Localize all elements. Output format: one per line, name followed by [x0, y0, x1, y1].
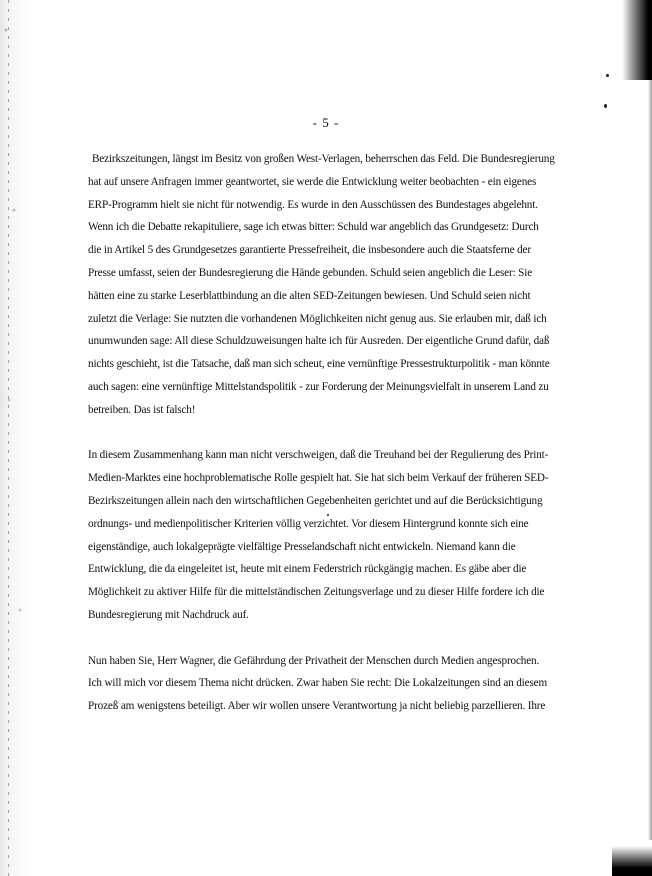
paragraph-2 — [88, 444, 566, 626]
text-line: Presse umfasst, seien der Bundesregierung die Hände gebunden. Schuld seien angeblich die Leser: Sie — [88, 266, 533, 279]
text-line: hätten eine zu starke Leserblattbindung an die alten SED-Zeitungen bewiesen. Und Schuld seien nicht — [88, 289, 531, 302]
text-line: hat auf unsere Anfragen immer geantwortet, sie werde die Entwicklung weiter beobachten - ein eigenes — [88, 175, 537, 188]
text-line: Entwicklung, die da eingeleitet ist, heute mit einem Federstrich rückgängig machen. Es gäbe aber die — [88, 563, 527, 576]
text-line: ordnungs- und medienpolitischer Kriterien völlig verzichtet. Vor diesem Hintergrund konnte sich eine — [88, 517, 529, 530]
text-line: Bezirkszeitungen, längst im Besitz von großen West-Verlagen, beherrschen das Feld. Die Bundesregierung — [92, 153, 555, 165]
scan-edge-left — [0, 0, 34, 876]
text-line: nichts geschieht, ist die Tatsache, daß man sich scheut, eine vernünftige Pressestrukturpolitik - man könnte — [88, 358, 550, 371]
scan-edge-right — [648, 80, 652, 840]
text-line: Wenn ich die Debatte rekapituliere, sage ich etwas bitter: Schuld war angeblich das Grundgesetz: Durch — [88, 221, 539, 234]
text-line: eigenständige, auch lokalgeprägte vielfältige Presselandschaft nicht entwickeln. Niemand kann die — [88, 540, 516, 553]
text-line: auch sagen: eine vernünftige Mittelstandspolitik - zur Forderung der Meinungsvielfalt in unserem Land zu — [88, 380, 549, 393]
text-line: Möglichkeit zu aktiver Hilfe für die mittelständischen Zeitungsverlage und zu dieser Hilfe fordere ich die — [88, 586, 545, 599]
text-line: Bundesregierung mit Nachdruck auf. — [88, 608, 249, 621]
text-line: Nun haben Sie, Herr Wagner, die Gefährdung der Privatheit der Menschen durch Medien angesprochen. — [88, 654, 540, 667]
text-line: unumwunden sage: All diese Schuldzuweisungen halte ich für Ausreden. Der eigentliche Grund dafür, daß — [88, 335, 550, 348]
scan-speck — [606, 74, 609, 77]
text-line: ERP-Programm hielt sie nicht für notwendig. Es wurde in den Ausschüssen des Bundestages abgelehnt. — [88, 198, 538, 211]
scan-speck — [604, 104, 607, 108]
paragraph-3 — [88, 650, 566, 718]
text-line: Prozeß am wenigstens beteiligt. Aber wir wollen unsere Verantwortung ja nicht beliebig parzellieren. Ihre — [88, 700, 546, 713]
document-body — [88, 148, 566, 718]
text-line: Bezirkszeitungen allein nach den wirtschaftlichen Gegebenheiten gerichtet und auf die Berücksichtigung — [88, 494, 543, 507]
page-number: - 5 - — [312, 115, 340, 130]
paragraph-gap — [88, 627, 566, 650]
text-line: die in Artikel 5 des Grundgesetzes garantierte Pressefreiheit, die insbesondere auch die Staatsferne der — [88, 244, 531, 257]
text-line: Medien-Marktes eine hochproblematische Rolle gespielt hat. Sie hat sich beim Verkauf der früheren SED- — [88, 472, 549, 485]
scan-edge-top-right — [622, 0, 652, 80]
text-line: In diesem Zusammenhang kann man nicht verschweigen, daß die Treuhand bei der Regulierung des Print- — [88, 449, 549, 462]
text-line: betreiben. Das ist falsch! — [88, 403, 196, 416]
paragraph-1 — [88, 148, 566, 422]
scan-edge-bottom-right — [612, 846, 652, 876]
paragraph-gap — [88, 422, 566, 445]
text-line: Ich will mich vor diesem Thema nicht drücken. Zwar haben Sie recht: Die Lokalzeitungen sind an diesem — [88, 677, 548, 690]
text-line: zuletzt die Verlage: Sie nutzten die vorhandenen Möglichkeiten nicht genug aus. Sie erlauben mir, daß ich — [88, 312, 547, 325]
